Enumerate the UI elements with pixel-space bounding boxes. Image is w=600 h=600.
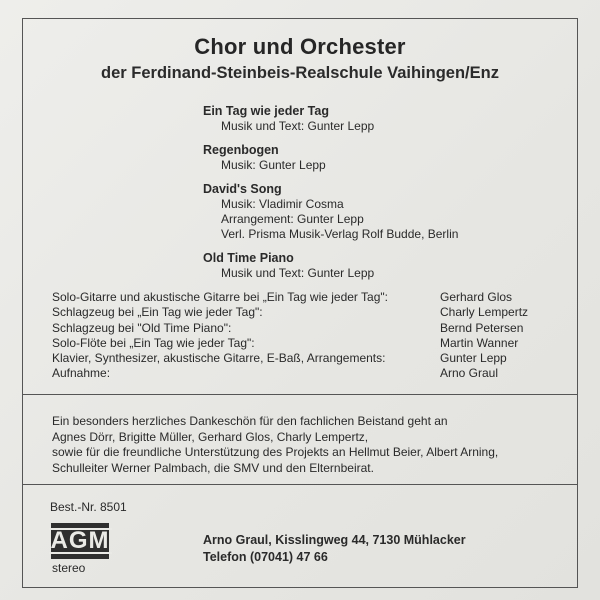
song-title: Ein Tag wie jeder Tag <box>203 104 329 118</box>
musician-credits <box>52 290 552 382</box>
song-list <box>203 104 563 290</box>
thanks-line: sowie für die freundliche Unterstützung des Projekts an Hellmut Beier, Albert Arning, <box>52 445 499 459</box>
divider-line <box>22 394 578 395</box>
credit-name: Martin Wanner <box>440 335 519 350</box>
song-credit: Musik: Vladimir Cosma <box>221 197 344 211</box>
agm-logo <box>51 523 109 559</box>
catalog-number: Best.-Nr. 8501 <box>50 500 127 514</box>
song-entry <box>203 104 563 134</box>
contact-phone: Telefon (07041) 47 66 <box>203 549 328 564</box>
stereo-label: stereo <box>52 561 86 575</box>
credit-role: Solo-Gitarre und akustische Gitarre bei „Ein Tag wie jeder Tag": <box>52 290 388 304</box>
credit-row <box>52 366 552 381</box>
thanks-line: Schulleiter Werner Palmbach, die SMV und den Elternbeirat. <box>52 460 374 475</box>
thanks-line: Agnes Dörr, Brigitte Müller, Gerhard Glos, Charly Lempertz, <box>52 429 369 444</box>
thanks-line: Ein besonders herzliches Dankeschön für den fachlichen Beistand geht an <box>52 414 448 428</box>
credit-name: Gerhard Glos <box>440 290 513 304</box>
acknowledgements <box>52 414 572 476</box>
song-credit: Arrangement: Gunter Lepp <box>221 212 364 226</box>
song-credit: Musik: Gunter Lepp <box>221 158 326 172</box>
divider-line <box>22 484 578 485</box>
credit-row <box>52 321 552 336</box>
song-title: Old Time Piano <box>203 251 294 265</box>
credit-row <box>52 336 552 351</box>
song-entry <box>203 251 563 281</box>
song-entry <box>203 182 563 242</box>
contact-address: Arno Graul, Kisslingweg 44, 7130 Mühlacker <box>203 533 466 547</box>
song-title: David's Song <box>203 182 282 196</box>
credit-name: Bernd Petersen <box>440 320 524 335</box>
credit-role: Schlagzeug bei „Ein Tag wie jeder Tag": <box>52 305 263 320</box>
page-subtitle: der Ferdinand-Steinbeis-Realschule Vaihingen/Enz <box>101 64 499 82</box>
song-title: Regenbogen <box>203 143 279 157</box>
credit-name: Charly Lempertz <box>440 305 529 320</box>
page-title: Chor und Orchester <box>194 34 406 59</box>
credit-name: Arno Graul <box>440 366 499 381</box>
credit-role: Schlagzeug bei "Old Time Piano": <box>52 320 232 335</box>
credit-name: Gunter Lepp <box>440 351 507 366</box>
credit-role: Aufnahme: <box>52 366 111 381</box>
song-credit: Musik und Text: Gunter Lepp <box>221 119 375 133</box>
credit-role: Klavier, Synthesizer, akustische Gitarre, E-Baß, Arrangements: <box>52 351 386 366</box>
song-credit: Verl. Prisma Musik-Verlag Rolf Budde, Berlin <box>221 227 459 241</box>
credit-row <box>52 351 552 366</box>
credit-row <box>52 290 552 305</box>
contact-block <box>203 532 466 565</box>
credit-role: Solo-Flöte bei „Ein Tag wie jeder Tag": <box>52 335 255 350</box>
credit-row <box>52 305 552 320</box>
song-credit: Musik und Text: Gunter Lepp <box>221 266 375 280</box>
song-entry <box>203 143 563 173</box>
agm-logo-text: AGM <box>50 527 110 554</box>
